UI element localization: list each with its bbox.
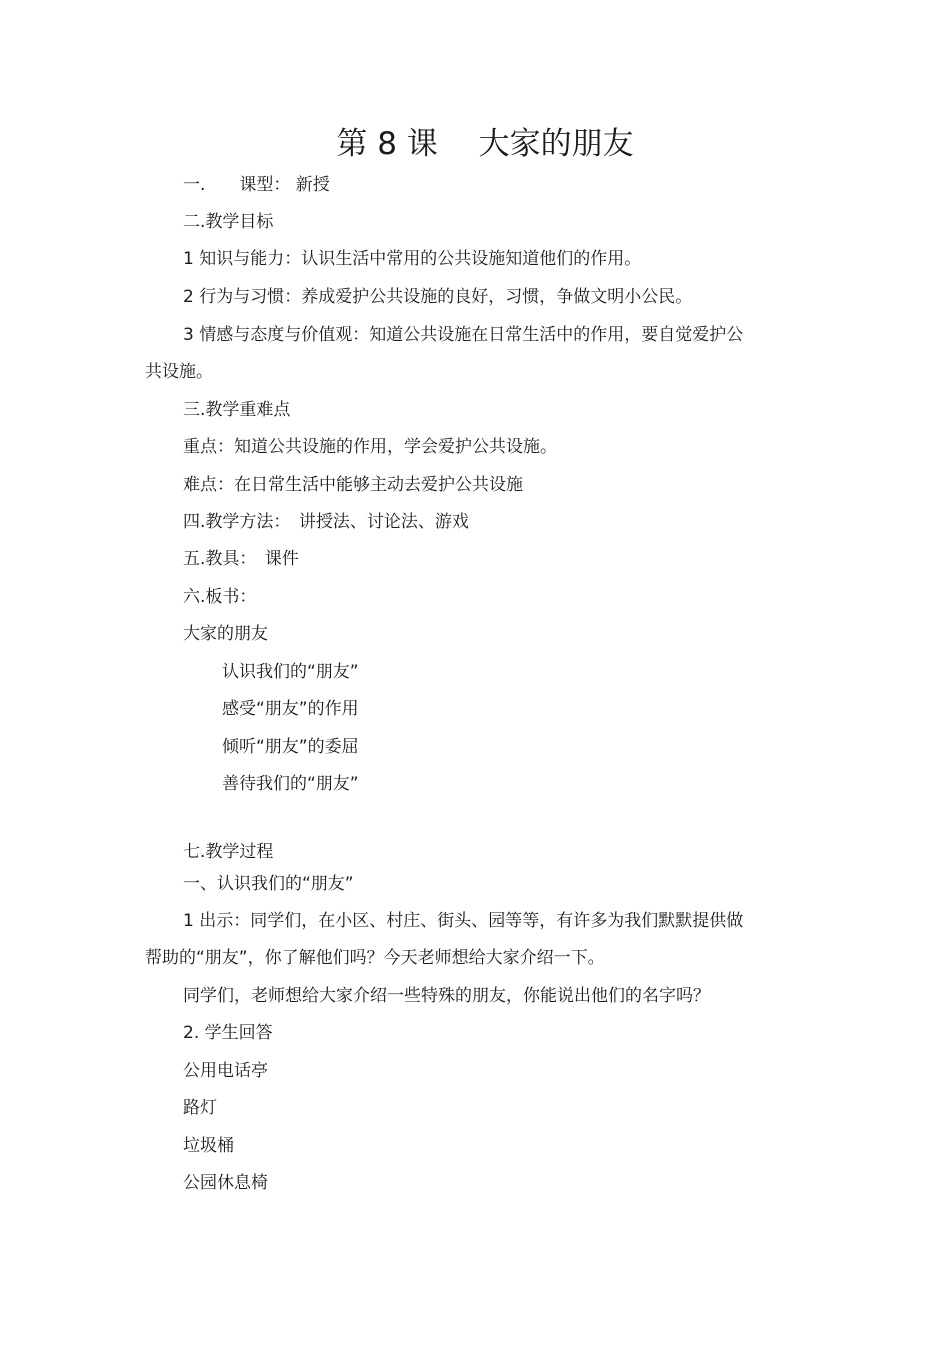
text-line: 重点：知道公共设施的作用，学会爱护公共设施。 — [183, 437, 557, 457]
section-heading: 五.教具： 课件 — [183, 549, 299, 569]
text-line: 2 行为与习惯：养成爱护公共设施的良好，习惯，争做文明小公民。 — [183, 287, 693, 307]
list-item: 公园休息椅 — [183, 1173, 268, 1193]
text-line: 一. 课型： 新授 — [183, 175, 330, 195]
list-item: 垃圾桶 — [183, 1136, 234, 1156]
text-line: 一、认识我们的“朋友” — [183, 874, 354, 894]
text-line: 同学们，老师想给大家介绍一些特殊的朋友，你能说出他们的名字吗？ — [183, 986, 710, 1006]
text-line: 3 情感与态度与价值观：知道公共设施在日常生活中的作用，要自觉爱护公 — [183, 325, 744, 345]
board-item: 认识我们的“朋友” — [222, 662, 359, 682]
list-item: 路灯 — [183, 1098, 217, 1118]
section-heading: 三.教学重难点 — [183, 400, 291, 420]
section-heading: 二.教学目标 — [183, 212, 274, 232]
lesson-title: 第 8 课 大家的朋友 — [336, 126, 634, 162]
text-line: 共设施。 — [145, 362, 213, 382]
text-line: 帮助的“朋友”，你了解他们吗？今天老师想给大家介绍一下。 — [145, 948, 605, 968]
section-heading: 六.板书： — [183, 587, 257, 607]
text-line: 1 出示：同学们，在小区、村庄、街头、园等等，有许多为我们默默提供做 — [183, 911, 744, 931]
list-item: 公用电话亭 — [183, 1061, 268, 1081]
board-item: 善待我们的“朋友” — [222, 774, 359, 794]
board-item: 感受“朋友”的作用 — [222, 699, 359, 719]
text-line: 难点：在日常生活中能够主动去爱护公共设施 — [183, 475, 523, 495]
section-heading: 四.教学方法： 讲授法、讨论法、游戏 — [183, 512, 469, 532]
text-line: 2. 学生回答 — [183, 1023, 273, 1043]
section-heading: 七.教学过程 — [183, 842, 274, 862]
text-line: 大家的朋友 — [183, 624, 268, 644]
board-item: 倾听“朋友”的委屈 — [222, 737, 359, 757]
text-line: 1 知识与能力：认识生活中常用的公共设施知道他们的作用。 — [183, 249, 642, 269]
